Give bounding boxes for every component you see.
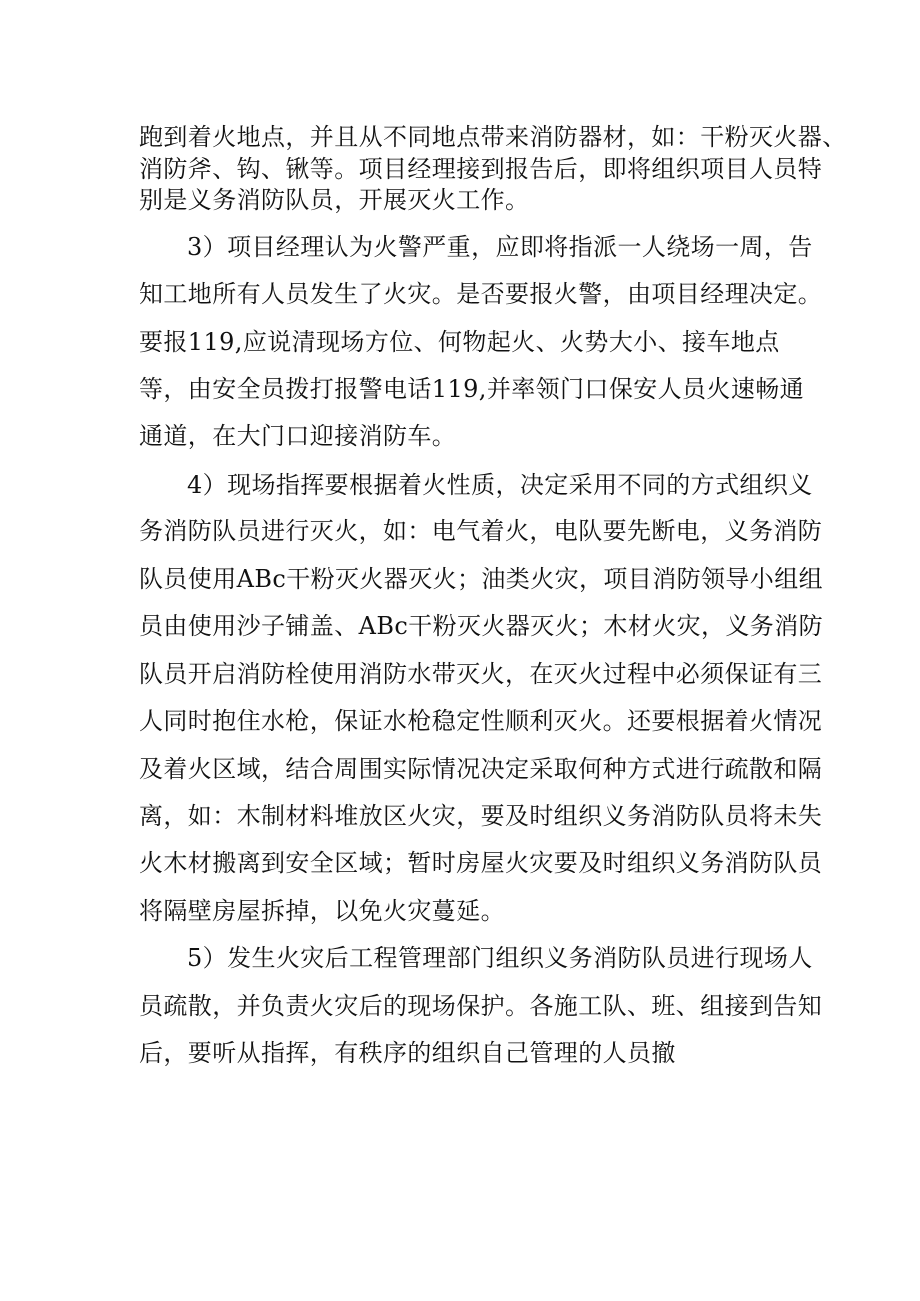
item-4-first-line: 4）现场指挥要根据着火性质，决定采用不同的方式组织义 xyxy=(187,471,813,499)
item-3-first-line: 3）项目经理认为火警严重，应即将指派一人绕场一周，告 xyxy=(187,233,813,261)
paragraph-line: 员由使用沙子铺盖、ABc干粉灭火器灭火；木材火灾，义务消防 xyxy=(139,612,824,640)
paragraph-line: 通道，在大门口迎接消防车。 xyxy=(139,422,457,450)
paragraph-line: 火木材搬离到安全区域；暂时房屋火灾要及时组织义务消防队员 xyxy=(139,849,823,877)
paragraph-line: 务消防队员进行灭火，如：电气着火，电队要先断电，义务消防 xyxy=(139,517,823,545)
paragraph-line: 员疏散，并负责火灾后的现场保护。各施工队、班、组接到告知 xyxy=(139,992,823,1020)
paragraph-line: 要报119,应说清现场方位、何物起火、火势大小、接车地点 xyxy=(139,328,780,356)
paragraph-line: 跑到着火地点，并且从不同地点带来消防器材，如：干粉灭火器、 xyxy=(139,123,847,151)
paragraph-line: 后，要听从指挥，有秩序的组织自己管理的人员撤 xyxy=(139,1039,676,1067)
paragraph-line: 别是义务消防队员，开展灭火工作。 xyxy=(139,186,530,214)
paragraph-line: 队员使用ABc干粉灭火器灭火；油类火灾，项目消防领导小组组 xyxy=(139,565,824,593)
paragraph-line: 队员开启消防栓使用消防水带灭火，在灭火过程中必须保证有三 xyxy=(139,660,823,688)
paragraph-line: 消防斧、钩、锹等。项目经理接到报告后，即将组织项目人员特 xyxy=(139,155,823,183)
paragraph-line: 知工地所有人员发生了火灾。是否要报火警，由项目经理决定。 xyxy=(139,280,823,308)
paragraph-line: 离，如：木制材料堆放区火灾，要及时组织义务消防队员将未失 xyxy=(139,802,823,830)
paragraph-line: 将隔壁房屋拆掉，以免火灾蔓延。 xyxy=(139,897,505,925)
paragraph-line: 人同时抱住水枪，保证水枪稳定性顺利灭火。还要根据着火情况 xyxy=(139,707,823,735)
paragraph-line: 及着火区域，结合周围实际情况决定采取何种方式进行疏散和隔 xyxy=(139,755,823,783)
item-5-first-line: 5）发生火灾后工程管理部门组织义务消防队员进行现场人 xyxy=(187,944,813,972)
paragraph-line: 等，由安全员拨打报警电话119,并率领门口保安人员火速畅通 xyxy=(139,375,805,403)
